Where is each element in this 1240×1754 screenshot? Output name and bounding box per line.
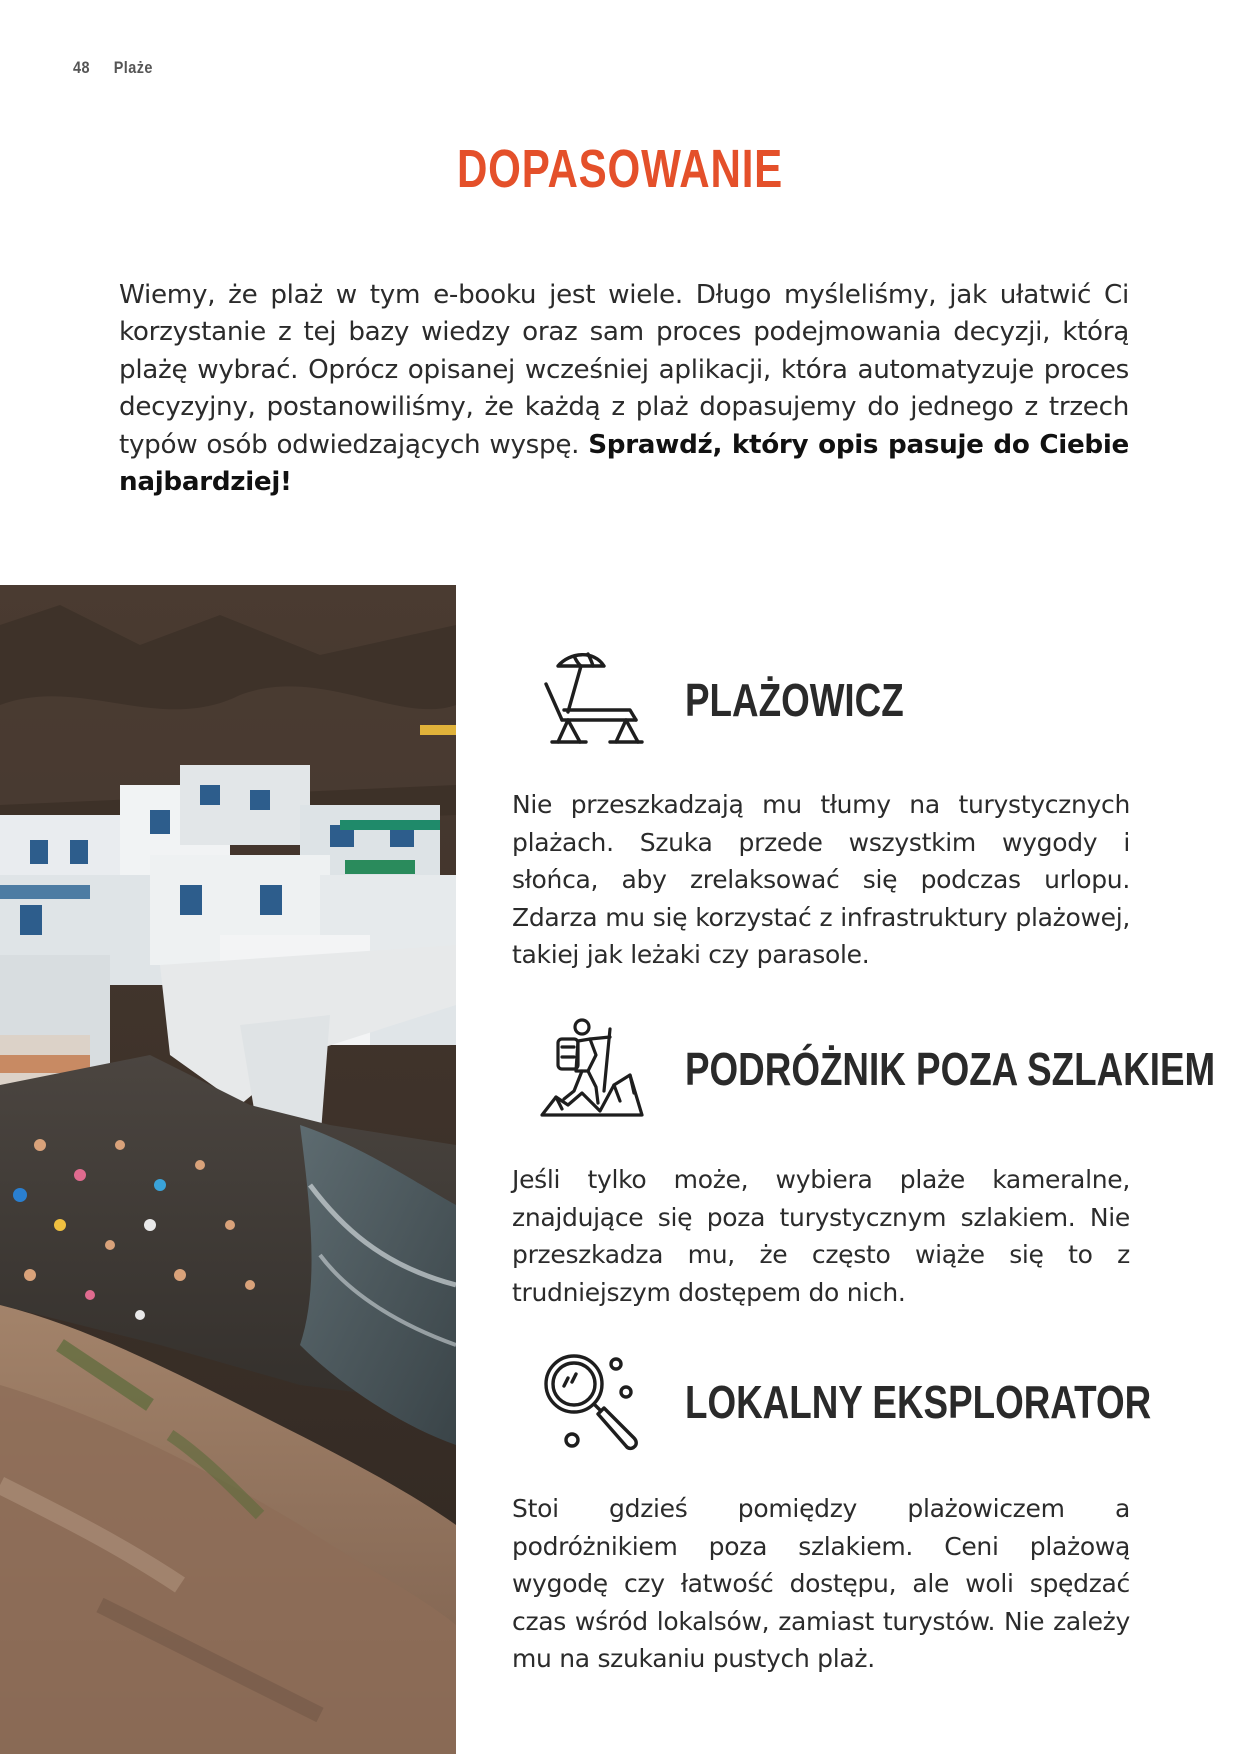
beach-lounger-umbrella-icon — [538, 646, 646, 754]
profile-description: Stoi gdzieś pomiędzy plażowiczem a podróżnikiem poza szlakiem. Ceni plażową wygodę czy łatwość dostępu, ale woli spędzać czas wśród lokalsów, zamiast turystów. Nie zależy mu na szukaniu pustych plaż. — [512, 1494, 1130, 1673]
profile-name: LOKALNY EKSPLORATOR — [685, 1376, 1152, 1428]
beach-village-photo — [0, 585, 456, 1754]
running-header — [73, 58, 153, 78]
profile-description: Jeśli tylko może, wybiera plaże kameralne, znajdujące się poza turystycznym szlakiem. Nie przeszkadza mu, że często wiąże się to z trudniejszym dostępem do nich. — [512, 1165, 1130, 1307]
profile-podroznik — [512, 1015, 1216, 1311]
intro-emphasis: Sprawdź, który opis pasuje do Ciebie najbardziej! — [119, 429, 1129, 498]
profile-name: PODRÓŻNIK POZA SZLAKIEM — [685, 1043, 1216, 1095]
profile-lokalny-eksplorator — [512, 1348, 1152, 1678]
profile-description: Nie przeszkadzają mu tłumy na turystycznych plażach. Szuka przede wszystkim wygody i słońca, aby zrelaksować się podczas urlopu. Zdarza mu się korzystać z infrastruktury plażowej, takiej jak leżaki czy parasole. — [512, 790, 1130, 969]
page-number: 48 — [73, 58, 90, 77]
hiker-icon — [538, 1015, 646, 1123]
intro-text: Wiemy, że plaż w tym e-booku jest wiele. Długo myśleliśmy, jak ułatwić Ci korzystanie z tej bazy wiedzy oraz sam proces podejmowania decyzji, którą plażę wybrać. Oprócz opisanej wcześniej aplikacji, która automatyzuje proces decyzyjny, postanowiliśmy, że każdą z plaż dopasujemy do jednego z trzech typów osób odwiedzających wyspę. — [119, 280, 1129, 460]
profile-name: PLAŻOWICZ — [685, 674, 904, 726]
section-name: Plaże — [113, 58, 153, 77]
profile-plazowicz — [512, 646, 1130, 974]
magnifying-glass-icon — [538, 1348, 646, 1456]
page-title: DOPASOWANIE — [456, 139, 784, 199]
intro-paragraph — [119, 277, 1129, 501]
